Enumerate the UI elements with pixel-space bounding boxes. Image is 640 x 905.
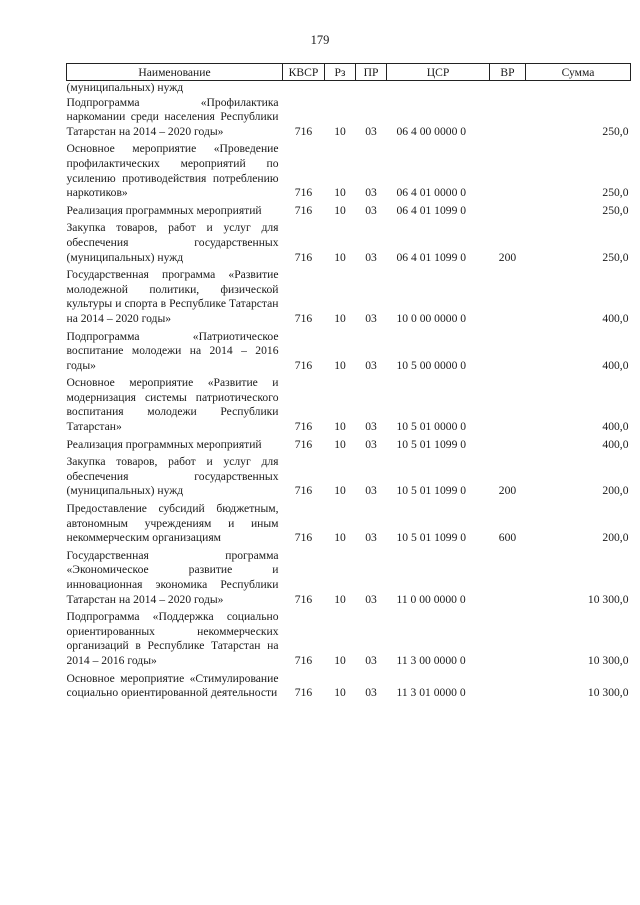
- continuation-text: (муниципальных) нужд: [66, 81, 184, 94]
- cell-sum: 10 300,0: [587, 592, 629, 606]
- cell-kvsr: 716: [294, 531, 313, 545]
- cell-name: Подпрограмма «Поддержка социально ориентированных некоммерческих организаций в Республике Татарстан на 2014 – 2016 годы»: [66, 610, 279, 667]
- cell-name: Основное мероприятие «Проведение профилактических мероприятий по усилению противодействия потреблению наркотиков»: [66, 142, 279, 200]
- cell-sum: 10 300,0: [587, 686, 629, 700]
- cell-name: Реализация программных мероприятий: [66, 437, 262, 451]
- cell-rz: 10: [334, 203, 346, 217]
- cell-vr: [490, 142, 526, 200]
- cell-name: Подпрограмма «Профилактика наркомании среди населения Республики Татарстан на 2014 – 2020 годы»: [66, 95, 279, 138]
- cell-pr: 03: [365, 653, 377, 667]
- cell-pr: 03: [365, 531, 377, 545]
- cell-sum: 200,0: [602, 531, 629, 545]
- cell-pr: 03: [365, 358, 377, 372]
- cell-vr: [490, 204, 526, 219]
- table-row: [67, 672, 631, 701]
- header-sum: Сумма: [526, 64, 631, 81]
- table-row: [67, 455, 631, 499]
- table-row: [67, 268, 631, 326]
- cell-name: Предоставление субсидий бюджетным, автономным учреждениям и иным некоммерческим организациям: [66, 502, 279, 545]
- cell-sum: 250,0: [602, 203, 629, 217]
- header-vr: ВР: [490, 64, 526, 81]
- cell-csr: 10 5 01 1099 0: [396, 531, 467, 545]
- cell-kvsr: 716: [294, 250, 313, 264]
- cell-csr: 11 3 00 0000 0: [396, 653, 466, 667]
- cell-pr: 03: [365, 686, 377, 700]
- cell-sum: 400,0: [602, 358, 629, 372]
- cell-kvsr: 716: [294, 592, 313, 606]
- cell-kvsr: 716: [294, 203, 313, 217]
- table-row: [67, 142, 631, 200]
- cell-pr: 03: [365, 311, 377, 325]
- cell-sum: 10 300,0: [587, 653, 629, 667]
- cell-sum: 250,0: [602, 186, 629, 200]
- cell-pr: 03: [365, 186, 377, 200]
- cell-rz: 10: [334, 250, 346, 264]
- page-number: 179: [310, 33, 330, 47]
- cell-pr: 03: [365, 484, 377, 498]
- cell-sum: 400,0: [602, 437, 629, 451]
- table-header-row: [67, 64, 631, 81]
- cell-rz: 10: [334, 592, 346, 606]
- cell-pr: 03: [365, 124, 377, 138]
- cell-vr: [490, 438, 526, 453]
- cell-pr: 03: [365, 420, 377, 434]
- cell-vr: [490, 610, 526, 668]
- cell-vr: [490, 672, 526, 701]
- table-row: [67, 204, 631, 219]
- cell-rz: 10: [334, 686, 346, 700]
- cell-kvsr: 716: [294, 311, 313, 325]
- header-kvsr: КВСР: [283, 64, 325, 81]
- table-body: [67, 81, 631, 701]
- cell-kvsr: 716: [294, 653, 313, 667]
- cell-pr: 03: [365, 437, 377, 451]
- table-row: [67, 438, 631, 453]
- cell-vr: 200: [498, 250, 517, 264]
- table-row: [67, 502, 631, 546]
- cell-rz: 10: [334, 311, 346, 325]
- cell-rz: 10: [334, 484, 346, 498]
- table-row: [67, 96, 631, 140]
- cell-sum: 400,0: [602, 311, 629, 325]
- cell-sum: 250,0: [602, 124, 629, 138]
- cell-vr: 600: [498, 531, 517, 545]
- cell-csr: 10 5 01 1099 0: [396, 437, 467, 451]
- cell-vr: [490, 549, 526, 607]
- cell-kvsr: 716: [294, 124, 313, 138]
- cell-rz: 10: [334, 186, 346, 200]
- cell-vr: [490, 96, 526, 140]
- table-row: [67, 610, 631, 668]
- cell-rz: 10: [334, 531, 346, 545]
- cell-sum: 200,0: [602, 484, 629, 498]
- cell-csr: 10 5 00 0000 0: [396, 358, 467, 372]
- cell-csr: 11 3 01 0000 0: [396, 686, 466, 700]
- cell-csr: 11 0 00 0000 0: [396, 592, 466, 606]
- cell-kvsr: 716: [294, 420, 313, 434]
- header-pr: ПР: [356, 64, 387, 81]
- cell-sum: 250,0: [602, 250, 629, 264]
- cell-kvsr: 716: [294, 358, 313, 372]
- header-name: Наименование: [67, 64, 283, 81]
- cell-pr: 03: [365, 250, 377, 264]
- cell-kvsr: 716: [294, 686, 313, 700]
- budget-table: [66, 63, 631, 701]
- cell-name: Закупка товаров, работ и услуг для обеспечения государственных (муниципальных) нужд: [66, 221, 279, 264]
- cell-rz: 10: [334, 358, 346, 372]
- cell-rz: 10: [334, 653, 346, 667]
- header-csr: ЦСР: [387, 64, 490, 81]
- table-row: [67, 221, 631, 265]
- cell-name: Закупка товаров, работ и услуг для обеспечения государственных (муниципальных) нужд: [66, 455, 279, 498]
- cell-name: Реализация программных мероприятий: [66, 203, 262, 217]
- cell-kvsr: 716: [294, 437, 313, 451]
- cell-name: Государственная программа «Развитие молодежной политики, физической культуры и спорта в Республике Татарстан на 2014 – 2020 годы»: [66, 268, 279, 325]
- table-row: [67, 376, 631, 434]
- cell-csr: 10 5 01 1099 0: [396, 484, 467, 498]
- cell-csr: 06 4 01 1099 0: [396, 203, 467, 217]
- cell-csr: 06 4 01 0000 0: [396, 186, 467, 200]
- cell-csr: 10 0 00 0000 0: [396, 311, 467, 325]
- table-row: [67, 549, 631, 607]
- cell-vr: 200: [498, 484, 517, 498]
- header-rz: Рз: [325, 64, 356, 81]
- continuation-row: [67, 81, 631, 96]
- cell-name: Государственная программа «Экономическое развитие и инновационная экономика Республики Татарстан на 2014 – 2020 годы»: [66, 548, 279, 606]
- table-row: [67, 330, 631, 374]
- cell-name: Основное мероприятие «Стимулирование социально ориентированной деятельности: [66, 671, 279, 700]
- cell-csr: 06 4 00 0000 0: [396, 124, 467, 138]
- cell-sum: 400,0: [602, 420, 629, 434]
- cell-vr: [490, 330, 526, 374]
- cell-vr: [490, 376, 526, 434]
- cell-rz: 10: [334, 437, 346, 451]
- cell-pr: 03: [365, 203, 377, 217]
- cell-pr: 03: [365, 592, 377, 606]
- cell-csr: 06 4 01 1099 0: [396, 250, 467, 264]
- cell-name: Подпрограмма «Патриотическое воспитание молодежи на 2014 – 2016 годы»: [66, 329, 279, 372]
- cell-kvsr: 716: [294, 484, 313, 498]
- cell-name: Основное мероприятие «Развитие и модернизация системы патриотического воспитания молодежи Республики Татарстан»: [66, 376, 279, 434]
- cell-rz: 10: [334, 124, 346, 138]
- cell-rz: 10: [334, 420, 346, 434]
- cell-csr: 10 5 01 0000 0: [396, 420, 467, 434]
- cell-vr: [490, 268, 526, 326]
- cell-kvsr: 716: [294, 186, 313, 200]
